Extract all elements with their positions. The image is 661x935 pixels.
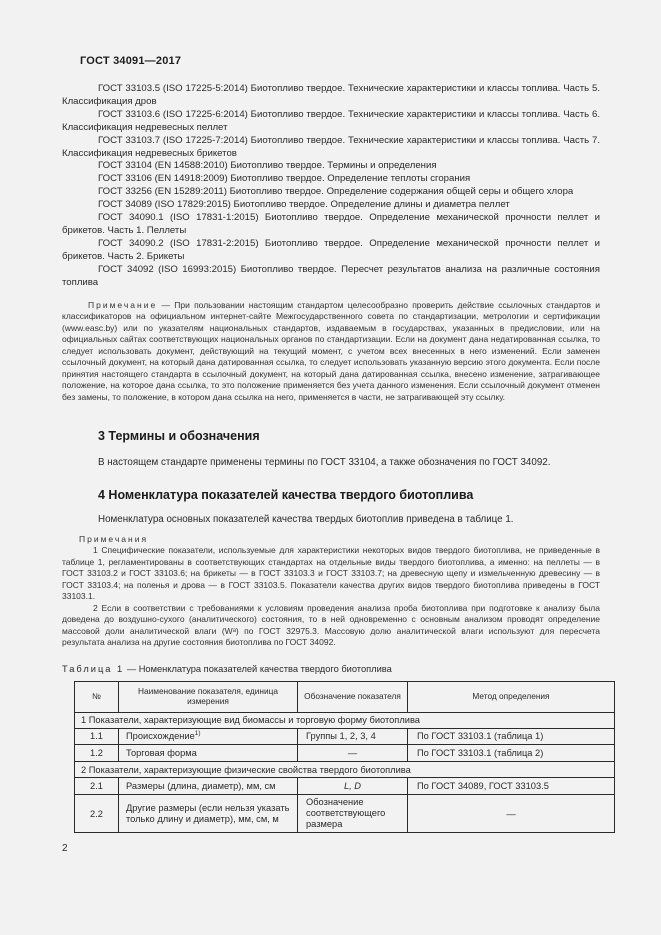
reference-item: ГОСТ 33256 (EN 15289:2011) Биотопливо твердое. Определение содержания общей серы и общего хлора <box>98 186 574 198</box>
section3-heading: 3 Термины и обозначения <box>98 429 260 443</box>
row-number-cell: 2.1 <box>75 778 119 795</box>
reference-item: ГОСТ 34090.2 (ISO 17831-2:2015) Биотопливо твердое. Определение механической прочности пеллет и брикетов. Часть 2. Брикеты <box>62 237 600 262</box>
table-caption-label: Таблица 1 <box>62 663 125 674</box>
indicator-symbol-cell: Обозначение соответствующего размера <box>298 794 408 832</box>
section4-notes <box>62 545 615 649</box>
page-content <box>62 55 615 833</box>
indicator-symbol-cell: — <box>298 745 408 762</box>
reference-item: ГОСТ 33106 (EN 14918:2009) Биотопливо твердое. Определение теплоты сгорания <box>98 173 471 185</box>
table-header-cell: Обозначение показателя <box>298 681 408 712</box>
note-item: 2 Если в соответствии с требованиями к условиям проведения анализа проба биотоплива при подготовке к анализу была доведена до воздушно-сухого (аналитического) состояния, то в ней одновременно с основным анализом проводят определение массовой доли аналитической влаги (Wᵃ) по ГОСТ 32975.3. Массовую долю аналитической влаги используют для пересчета результата анализа на другие состояния биотоплива по ГОСТ 34092. <box>62 602 600 647</box>
quality-indicators-table <box>74 681 615 834</box>
method-cell: По ГОСТ 33103.1 (таблица 2) <box>408 745 615 762</box>
page-number: 2 <box>62 843 68 854</box>
indicator-name-cell: Происхождение$^{1)}$ <box>119 728 298 745</box>
table-section-cell: 2 Показатели, характеризующие физические свойства твердого биотоплива <box>75 762 615 778</box>
note-text: — При пользовании настоящим стандартом целесообразно проверить действие ссылочных стандартов и классификаторов на официальном интернет-сайте Межгосударственного совета по стандартизации, метрологии и сертификации (www.easc.by) или по указателям национальных стандартов, издаваемым в государствах, указанных в предисловии, или на официальных сайтах соответствующих национальных органов по стандартизации. Если на документ дана недатированная ссылка, то следует использовать документ, действующий на текущий момент, с учетом всех внесенных в него изменений. Если заменен ссылочный документ, на который дана датированная ссылка, то следует использовать указанную версию этого документа. Если после принятия настоящего стандарта в ссылочный документ, на который дана датированная ссылка, внесено изменение, затрагивающее положение, на которое дана ссылка, то это положение применяется без учета данного изменения. Если ссылочный документ отменен без замены, то положение, в котором дана ссылка на него, применяется в части, не затрагивающей эту ссылку. <box>62 299 600 402</box>
table-row <box>75 778 615 795</box>
notes-label: Примечания <box>79 534 149 544</box>
indicator-name-cell: Другие размеры (если нельзя указать только длину и диаметр), мм, см, м <box>119 794 298 832</box>
reference-item: ГОСТ 33103.7 (ISO 17225-7:2014) Биотопливо твердое. Технические характеристики и классы топлива. Часть 7. Классификация недревесных брикетов <box>62 134 600 159</box>
reference-item: ГОСТ 33103.6 (ISO 17225-6:2014) Биотопливо твердое. Технические характеристики и классы топлива. Часть 6. Классификация недревесных пеллет <box>62 108 600 133</box>
table-row <box>75 745 615 762</box>
section4-heading: 4 Номенклатура показателей качества твердого биотоплива <box>98 488 474 502</box>
note-label: Примечание <box>88 299 158 310</box>
table-row <box>75 794 615 832</box>
table-row <box>75 712 615 728</box>
reference-item: ГОСТ 33104 (EN 14588:2010) Биотопливо твердое. Термины и определения <box>98 160 437 172</box>
indicator-symbol-cell: Группы 1, 2, 3, 4 <box>298 728 408 745</box>
running-header: ГОСТ 34091—2017 <box>80 55 182 67</box>
references-list <box>62 83 600 290</box>
table-section-cell: 1 Показатели, характеризующие вид биомассы и торговую форму биотоплива <box>75 712 615 728</box>
method-cell: — <box>408 794 615 832</box>
table-header-cell: № <box>75 681 119 712</box>
indicator-name-cell: Торговая форма <box>119 745 298 762</box>
method-cell: По ГОСТ 33103.1 (таблица 1) <box>408 728 615 745</box>
footnote-marker: 1) <box>194 729 201 737</box>
reference-item: ГОСТ 34092 (ISO 16993:2015) Биотопливо твердое. Пересчет результатов анализа на различные состояния топлива <box>62 263 600 288</box>
table-header-row <box>75 681 615 712</box>
table-caption <box>62 664 615 674</box>
table-header-cell: Метод определения <box>408 681 615 712</box>
indicator-name-cell: Размеры (длина, диаметр), мм, см <box>119 778 298 795</box>
reference-item: ГОСТ 34089 (ISO 17829:2015) Биотопливо твердое. Определение длины и диаметра пеллет <box>98 199 510 211</box>
table-body <box>75 712 615 833</box>
row-number-cell: 1.2 <box>75 745 119 762</box>
table-row <box>75 762 615 778</box>
row-number-cell: 2.2 <box>75 794 119 832</box>
method-cell: По ГОСТ 34089, ГОСТ 33103.5 <box>408 778 615 795</box>
indicator-symbol-cell: L, D <box>298 778 408 795</box>
references-note <box>62 300 600 404</box>
row-number-cell: 1.1 <box>75 728 119 745</box>
table-caption-text: — Номенклатура показателей качества твердого биотоплива <box>126 663 392 674</box>
note-item: 1 Специфические показатели, используемые для характеристики некоторых видов твердого биотоплива, не приведенные в таблице 1, регламентированы в соответствующих стандартах на отдельные виды твердого биотоплива, а именно: на пеллеты — в ГОСТ 33103.2 и ГОСТ 33103.6; на брикеты — в ГОСТ 33103.3 и ГОСТ 33103.7; на древесную щепу и измельченную древесину — в ГОСТ 33103.4; на поленья и дрова — в ГОСТ 33103.5. Показатели качества других видов твердого биотоплива приведены в ГОСТ 33103.1. <box>62 545 600 601</box>
section3-paragraph: В настоящем стандарте применены термины по ГОСТ 33104, а также обозначения по ГОСТ 34092. <box>98 457 551 468</box>
section4-paragraph: Номенклатура основных показателей качества твердых биотоплив приведена в таблице 1. <box>98 514 514 525</box>
reference-item: ГОСТ 33103.5 (ISO 17225-5:2014) Биотопливо твердое. Технические характеристики и классы топлива. Часть 5. Классификация дров <box>62 83 600 107</box>
table-row <box>75 728 615 745</box>
reference-item: ГОСТ 34090.1 (ISO 17831-1:2015) Биотопливо твердое. Определение механической прочности пеллет и брикетов. Часть 1. Пеллеты <box>62 212 600 236</box>
table-header-cell: Наименование показателя, единица измерения <box>119 681 298 712</box>
